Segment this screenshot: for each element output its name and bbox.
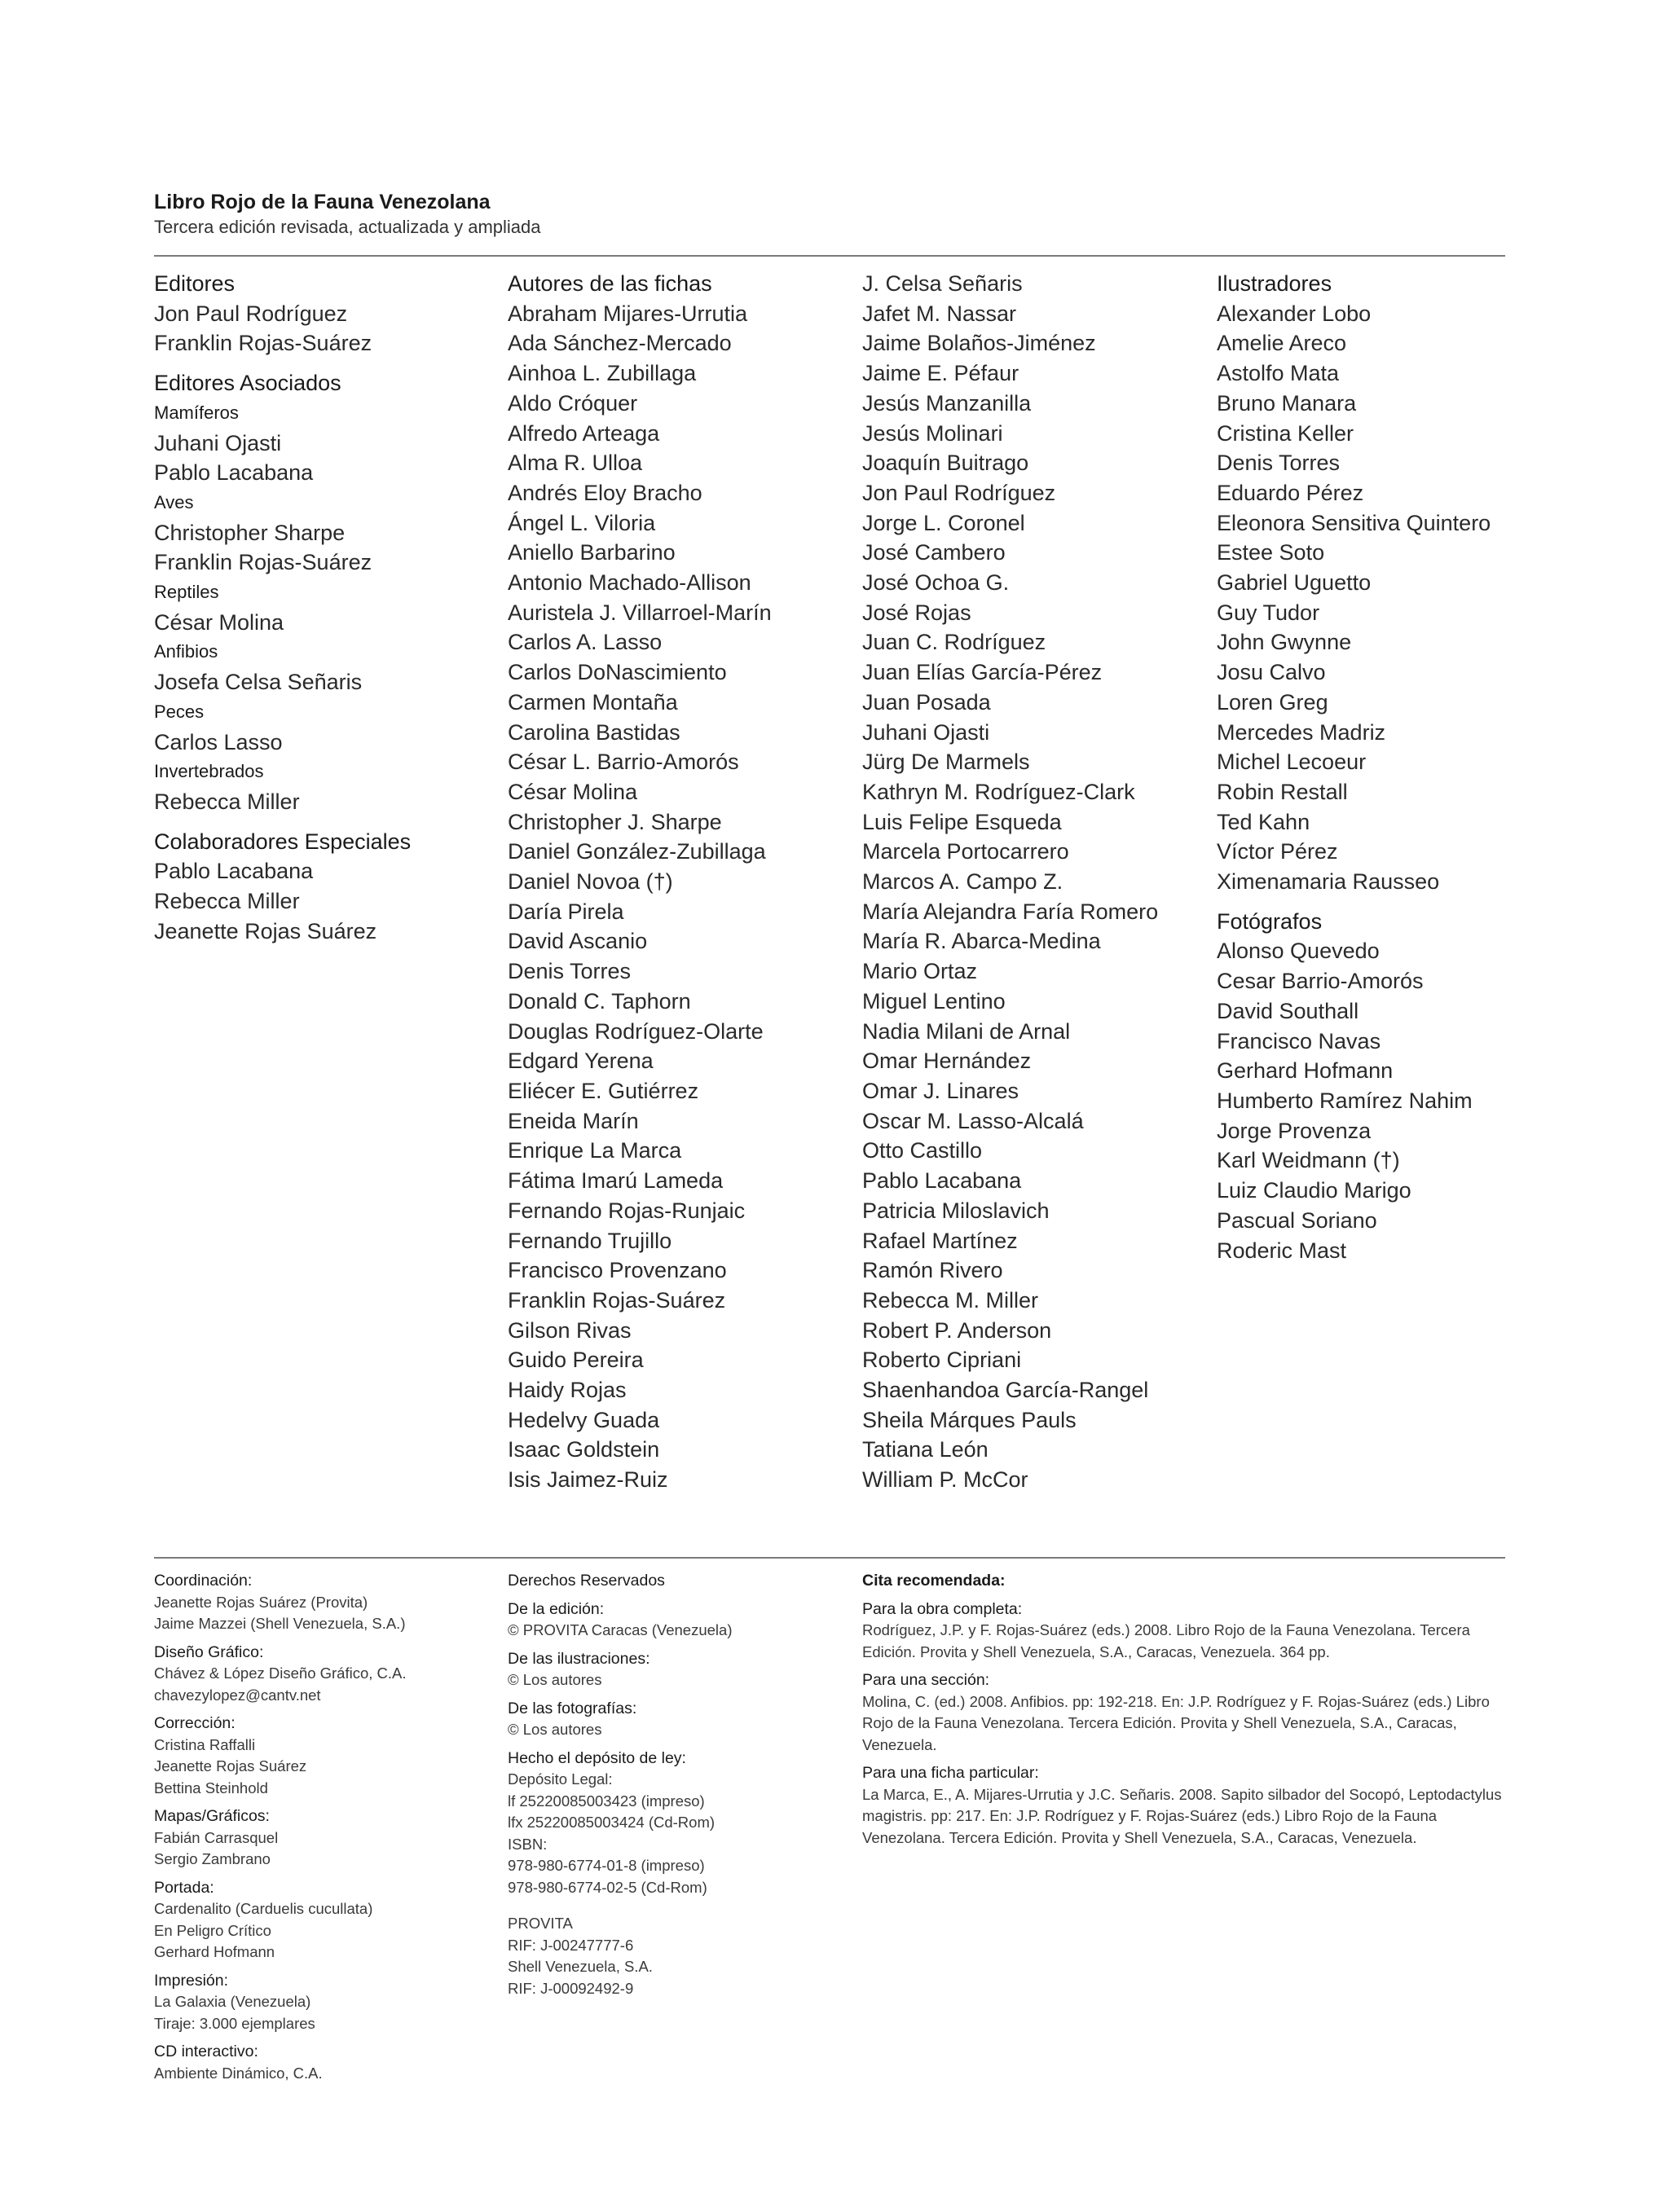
group-member-name: César Molina [154,609,284,635]
autor-name: Hedelvy Guada [508,1407,660,1432]
autor-name: Marcela Portocarrero [862,839,1069,864]
group-label: Anfibios [154,641,218,662]
book-title: Libro Rojo de la Fauna Venezolana [154,191,491,213]
block-line: Gerhard Hofmann [154,1943,275,1960]
autor-name: Marcos A. Campo Z. [862,869,1063,895]
autor-name: Patricia Miloslavich [862,1198,1050,1223]
top-divider [154,255,1505,257]
autor-name: Miguel Lentino [862,988,1006,1014]
colaborador-name: Pablo Lacabana [154,859,314,884]
group-label: Invertebrados [154,761,264,782]
autor-name: Daría Pirela [508,899,624,924]
ilustrador-name: Eleonora Sensitiva Quintero [1217,510,1491,535]
ilustrador-name: Eduardo Pérez [1217,480,1364,505]
group-member-name: Christopher Sharpe [154,520,346,545]
autor-name: Kathryn M. Rodríguez-Clark [862,779,1135,804]
autor-name: Jaime Bolaños-Jiménez [862,331,1096,356]
autor-name: Eneida Marín [508,1108,639,1133]
info-block [154,1805,496,1871]
block-label: De las ilustraciones: [508,1649,650,1668]
fotografo-name: Roderic Mast [1217,1238,1347,1263]
autor-name: J. Celsa Señaris [862,271,1023,296]
editores-list [154,299,496,358]
autor-name: Eliécer E. Gutiérrez [508,1078,699,1103]
autor-name: Jürg De Marmels [862,750,1030,775]
editor-name: Franklin Rojas-Suárez [154,331,372,356]
group-label: Aves [154,491,194,512]
ilustradores-list [1217,299,1559,897]
block-line: Cardenalito (Carduelis cucullata) [154,1900,373,1917]
citation-block [862,1599,1514,1664]
autor-name: María Alejandra Faría Romero [862,899,1159,924]
block-line: La Galaxia (Venezuela) [154,1993,311,2010]
ilustrador-name: Denis Torres [1217,451,1341,476]
production-column [154,1570,496,2091]
colaboradores-list [154,856,496,946]
info-block [154,1877,496,1964]
block-label: Portada: [154,1878,214,1897]
block-line: lfx 25220085003424 (Cd-Rom) [508,1814,716,1831]
block-line: © Los autores [508,1721,602,1738]
autor-name: Omar Hernández [862,1049,1032,1074]
citation-block [862,1669,1514,1756]
editors-column [154,269,496,946]
autor-name: Franklin Rojas-Suárez [508,1287,726,1313]
group-member-name: Pablo Lacabana [154,460,314,486]
info-block [154,1970,496,2035]
autor-name: Edgard Yerena [508,1049,654,1074]
autor-name: Auristela J. Villarroel-Marín [508,600,772,625]
autores-list-2 [862,269,1204,1495]
info-block [154,1713,496,1799]
ilustrador-name: Estee Soto [1217,540,1325,565]
block-label: Coordinación: [154,1572,253,1590]
fotografo-name: Jorge Provenza [1217,1118,1372,1143]
citation-text: Rodríguez, J.P. y F. Rojas-Suárez (eds.) 2008. Libro Rojo de la Fauna Venezolana. Tercera Edición. Provita y Shell Venezuela, S.A., Caracas, Venezuela. 364 pp. [862,1621,1470,1660]
citation-heading: Cita recomendada: [862,1572,1006,1590]
autor-name: Francisco Provenzano [508,1258,727,1283]
ilustrador-name: John Gwynne [1217,630,1352,655]
autor-name: Jorge L. Coronel [862,510,1025,535]
block-line: Bettina Steinhold [154,1779,268,1796]
block-label: Diseño Gráfico: [154,1643,264,1661]
ilustrador-name: Michel Lecoeur [1217,750,1367,775]
autor-name: William P. McCor [862,1467,1028,1493]
autor-name: Andrés Eloy Bracho [508,480,702,505]
info-block [508,1599,850,1642]
block-line: 978-980-6774-02-5 (Cd-Rom) [508,1878,707,1896]
block-label: Mapas/Gráficos: [154,1807,270,1825]
block-line: Jaime Mazzei (Shell Venezuela, S.A.) [154,1615,406,1632]
info-block [154,1570,496,1635]
block-line: Cristina Raffalli [154,1735,256,1753]
rights-heading: Derechos Reservados [508,1572,665,1590]
editor-name: Jon Paul Rodríguez [154,301,348,326]
fotografo-name: Cesar Barrio-Amorós [1217,969,1424,994]
citation-text: Molina, C. (ed.) 2008. Anfibios. pp: 192-218. En: J.P. Rodríguez y F. Rojas-Suárez (eds.) Libro Rojo de la Fauna Venezolana. Tercera Edición. Provita y Shell Venezuela, S.A., Caracas, Venezuela. [862,1692,1490,1753]
group-member-name: Josefa Celsa Señaris [154,670,363,695]
fotografo-name: Pascual Soriano [1217,1207,1377,1233]
autor-name: José Ochoa G. [862,570,1010,596]
autor-name: Alma R. Ulloa [508,451,643,476]
ilustrador-name: Amelie Areco [1217,331,1347,356]
block-line: chavezylopez@cantv.net [154,1686,321,1704]
autor-name: Daniel González-Zubillaga [508,839,766,864]
colaborador-name: Rebecca Miller [154,889,300,914]
autores-heading: Autores de las fichas [508,271,712,296]
autor-name: Ángel L. Viloria [508,510,656,535]
block-label: Corrección: [154,1714,236,1732]
autor-name: Fátima Imarú Lameda [508,1168,724,1194]
block-line: ISBN: [508,1835,548,1853]
autor-name: Aniello Barbarino [508,540,676,565]
rights-ids [508,1913,850,1999]
block-line: Jeanette Rojas Suárez (Provita) [154,1593,368,1611]
autor-name: José Rojas [862,600,971,625]
book-subtitle: Tercera edición revisada, actualizada y ampliada [154,217,541,237]
autor-name: César L. Barrio-Amorós [508,750,739,775]
block-label: Hecho el depósito de ley: [508,1748,686,1767]
autor-name: Isaac Goldstein [508,1437,660,1462]
ilustradores-heading: Ilustradores [1217,271,1332,296]
block-line: Ambiente Dinámico, C.A. [154,2064,323,2082]
block-line: Jeanette Rojas Suárez [154,1757,307,1774]
autor-name: Abraham Mijares-Urrutia [508,301,748,326]
autor-name: Ramón Rivero [862,1258,1003,1283]
colaboradores-heading: Colaboradores Especiales [154,829,412,854]
autor-name: Antonio Machado-Allison [508,570,751,596]
autor-name: Fernando Rojas-Runjaic [508,1198,746,1223]
autores-list-1 [508,299,850,1495]
block-line: En Peligro Crítico [154,1921,271,1939]
autor-name: Rafael Martínez [862,1228,1018,1253]
citation-label: Para una sección: [862,1671,990,1689]
group-member-name: Carlos Lasso [154,729,283,754]
editores-heading: Editores [154,271,236,296]
ilustrador-name: Astolfo Mata [1217,361,1340,386]
ilustrador-name: Robin Restall [1217,779,1348,804]
citation-label: Para una ficha particular: [862,1764,1039,1782]
fotografo-name: Alonso Quevedo [1217,939,1380,964]
autor-name: Oscar M. Lasso-Alcalá [862,1108,1084,1133]
autor-name: Pablo Lacabana [862,1168,1022,1194]
fotografos-list [1217,936,1559,1265]
rights-column [508,1570,850,1999]
fotografo-name: David Southall [1217,998,1359,1023]
autor-name: Juan C. Rodríguez [862,630,1046,655]
ilustrador-name: Loren Greg [1217,689,1328,715]
autor-name: Denis Torres [508,959,632,984]
autor-name: Christopher J. Sharpe [508,809,722,834]
autor-name: Douglas Rodríguez-Olarte [508,1018,764,1044]
citation-block [862,1762,1514,1849]
autor-name: Roberto Cipriani [862,1348,1022,1373]
info-block [508,1698,850,1741]
autor-name: José Cambero [862,540,1006,565]
autor-name: Carlos A. Lasso [508,630,663,655]
info-block [508,1648,850,1691]
ilustrador-name: Cristina Keller [1217,420,1354,446]
block-label: De las fotografías: [508,1699,637,1717]
citation-column [862,1570,1514,1855]
ilustrador-name: Ximenamaria Rausseo [1217,869,1440,895]
autor-name: Juan Posada [862,689,991,715]
autor-name: Otto Castillo [862,1138,983,1163]
autor-name: Ainhoa L. Zubillaga [508,361,697,386]
autor-name: Enrique La Marca [508,1138,682,1163]
autor-name: Joaquín Buitrago [862,451,1029,476]
authors-column-1 [508,269,850,1495]
fotografos-heading: Fotógrafos [1217,908,1323,934]
autor-name: Carmen Montaña [508,689,678,715]
group-label: Reptiles [154,582,219,603]
asociados-heading: Editores Asociados [154,371,341,396]
autor-name: Fernando Trujillo [508,1228,672,1253]
autor-name: Nadia Milani de Arnal [862,1018,1071,1044]
block-line: Sergio Zambrano [154,1850,271,1867]
autor-name: César Molina [508,779,638,804]
citation-text: La Marca, E., A. Mijares-Urrutia y J.C. Señaris. 2008. Sapito silbador del Socopó, Leptodactylus magistris. pp: 217. En: J.P. Rodríguez y F. Rojas-Suárez (eds.) Libro Rojo de la Fauna Venezolana. Tercera Edición. Provita y Shell Venezuela, S.A., Caracas, Venezuela. [862,1785,1502,1846]
fotografo-name: Karl Weidmann (†) [1217,1148,1400,1173]
ilustrador-name: Bruno Manara [1217,390,1357,416]
autor-name: Carlos DoNascimiento [508,660,727,685]
ilustrador-name: Josu Calvo [1217,660,1326,685]
autor-name: Jesús Molinari [862,420,1003,446]
autor-name: Jafet M. Nassar [862,301,1017,326]
autor-name: Haidy Rojas [508,1378,627,1403]
fotografo-name: Francisco Navas [1217,1028,1381,1053]
autor-name: Shaenhandoa García-Rangel [862,1378,1149,1403]
autor-name: Rebecca M. Miller [862,1287,1039,1313]
block-line: Tiraje: 3.000 ejemplares [154,2014,315,2032]
autor-name: Alfredo Arteaga [508,420,660,446]
fotografo-name: Gerhard Hofmann [1217,1058,1394,1084]
citation-label: Para la obra completa: [862,1599,1023,1618]
info-block [154,1642,496,1707]
block-line: Chávez & López Diseño Gráfico, C.A. [154,1664,407,1682]
ilustrador-name: Guy Tudor [1217,600,1320,625]
ilustrador-name: Alexander Lobo [1217,301,1372,326]
rif-line: RIF: J-00092492-9 [508,1979,634,1997]
autor-name: Mario Ortaz [862,959,978,984]
ilustrador-name: Víctor Pérez [1217,839,1338,864]
autor-name: Guido Pereira [508,1348,644,1373]
autor-name: Juhani Ojasti [862,719,990,745]
bottom-divider [154,1557,1505,1559]
autor-name: Luis Felipe Esqueda [862,809,1062,834]
info-block [508,1748,850,1899]
autor-name: Sheila Márques Pauls [862,1407,1077,1432]
autor-name: Donald C. Taphorn [508,988,691,1014]
autor-name: Jaime E. Péfaur [862,361,1019,386]
autor-name: Isis Jaimez-Ruiz [508,1467,668,1493]
autor-name: Omar J. Linares [862,1078,1019,1103]
block-line: Depósito Legal: [508,1770,613,1788]
block-line: lf 25220085003423 (impreso) [508,1792,705,1810]
block-label: CD interactivo: [154,2043,258,2060]
group-member-name: Rebecca Miller [154,789,300,814]
block-label: Impresión: [154,1971,229,1990]
fotografo-name: Luiz Claudio Marigo [1217,1178,1411,1203]
group-label: Mamíferos [154,402,239,423]
autor-name: María R. Abarca-Medina [862,929,1101,954]
autor-name: David Ascanio [508,929,648,954]
autor-name: Carolina Bastidas [508,719,680,745]
block-label: De la edición: [508,1599,605,1618]
autor-name: Daniel Novoa (†) [508,869,673,895]
autor-name: Tatiana León [862,1437,989,1462]
autor-name: Jesús Manzanilla [862,390,1032,416]
block-line: © PROVITA Caracas (Venezuela) [508,1621,733,1638]
autor-name: Gilson Rivas [508,1317,632,1343]
ilustrador-name: Ted Kahn [1217,809,1310,834]
rif-line: Shell Venezuela, S.A. [508,1958,653,1975]
autor-name: Jon Paul Rodríguez [862,480,1056,505]
autor-name: Ada Sánchez-Mercado [508,331,732,356]
autor-name: Aldo Cróquer [508,390,638,416]
artists-column [1217,269,1559,1265]
group-member-name: Franklin Rojas-Suárez [154,550,372,575]
rif-line: RIF: J-00247777-6 [508,1936,634,1954]
rif-line: PROVITA [508,1915,573,1932]
group-member-name: Juhani Ojasti [154,430,282,455]
ilustrador-name: Gabriel Uguetto [1217,570,1372,596]
info-block [154,2041,496,2084]
ilustrador-name: Mercedes Madriz [1217,719,1386,745]
block-line: 978-980-6774-01-8 (impreso) [508,1857,705,1874]
block-line: © Los autores [508,1671,602,1688]
fotografo-name: Humberto Ramírez Nahim [1217,1088,1473,1113]
autor-name: Juan Elías García-Pérez [862,660,1103,685]
rights-blocks [508,1599,850,1899]
authors-column-2 [862,269,1204,1495]
group-label: Peces [154,701,205,722]
citation-blocks [862,1599,1514,1849]
asociados-groups [154,398,496,817]
block-line: Fabián Carrasquel [154,1828,279,1846]
autor-name: Robert P. Anderson [862,1317,1052,1343]
colaborador-name: Jeanette Rojas Suárez [154,918,377,943]
